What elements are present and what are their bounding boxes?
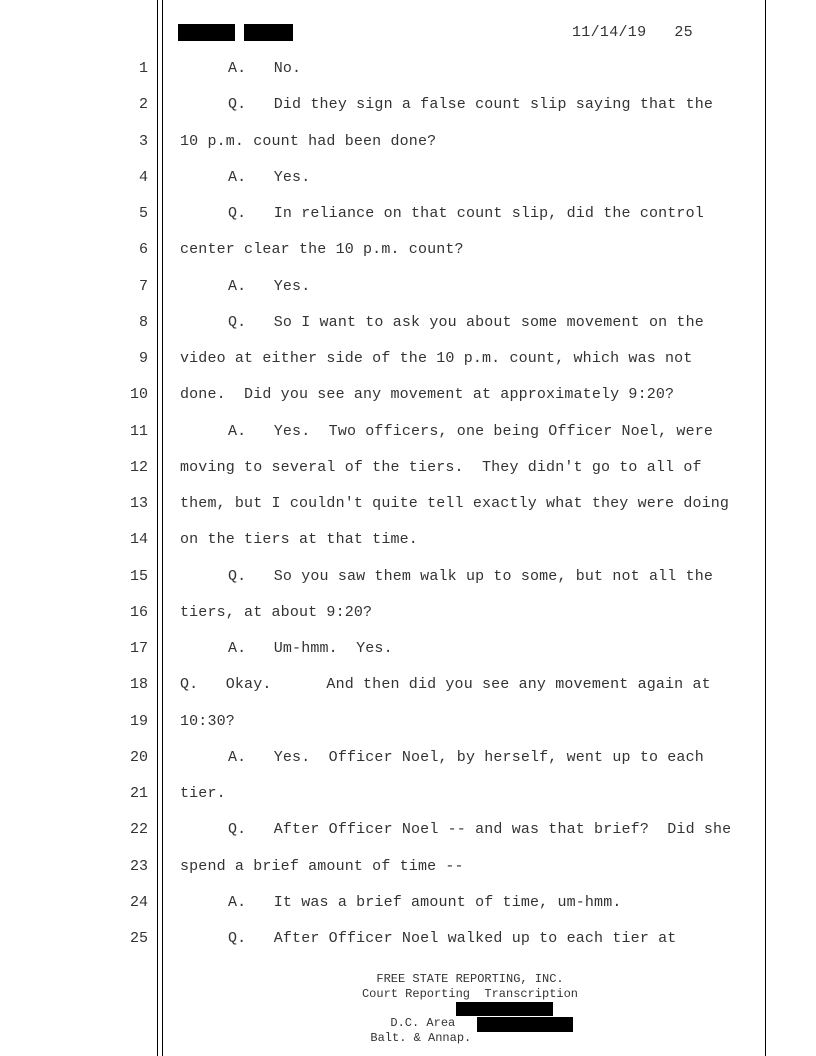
left-margin-rule-outer — [157, 0, 158, 1056]
line-number: 20 — [129, 749, 148, 766]
footer-balt-label: Balt. & Annap. — [370, 1031, 472, 1045]
transcript-line: 10 p.m. count had been done? — [180, 133, 437, 150]
transcript-line: done. Did you see any movement at approximately 9:20? — [180, 386, 675, 403]
line-number: 11 — [129, 423, 148, 440]
line-number: 22 — [129, 821, 148, 838]
line-number: 23 — [129, 858, 148, 875]
line-number: 3 — [138, 133, 148, 150]
line-number: 21 — [129, 785, 148, 802]
redacted-case-name-2 — [244, 24, 293, 41]
line-number: 18 — [129, 676, 148, 693]
line-number: 15 — [129, 568, 148, 585]
line-number: 7 — [138, 278, 148, 295]
transcript-line: A. It was a brief amount of time, um-hmm. — [228, 894, 622, 911]
header-date: 11/14/19 — [572, 24, 647, 41]
line-number: 6 — [138, 241, 148, 258]
line-number: 24 — [129, 894, 148, 911]
transcript-line: spend a brief amount of time -- — [180, 858, 464, 875]
footer-balt-area — [356, 1017, 471, 1045]
transcript-line: moving to several of the tiers. They didn't go to all of — [180, 459, 702, 476]
line-number: 5 — [138, 205, 148, 222]
transcript-line: on the tiers at that time. — [180, 531, 418, 548]
transcript-line: 10:30? — [180, 713, 235, 730]
line-number: 2 — [138, 96, 148, 113]
line-number: 14 — [129, 531, 148, 548]
transcript-line: center clear the 10 p.m. count? — [180, 241, 464, 258]
transcript-line: A. Yes. Officer Noel, by herself, went up to each — [228, 749, 704, 766]
line-number: 1 — [138, 60, 148, 77]
transcript-line: Q. Did they sign a false count slip saying that the — [228, 96, 714, 113]
transcript-line: video at either side of the 10 p.m. count, which was not — [180, 350, 693, 367]
transcript-line: Q. So you saw them walk up to some, but not all the — [228, 568, 714, 585]
redacted-dc-phone — [456, 1002, 553, 1016]
line-number: 17 — [129, 640, 148, 657]
redacted-case-name-1 — [178, 24, 235, 41]
transcript-line: tier. — [180, 785, 226, 802]
line-number: 10 — [129, 386, 148, 403]
redacted-balt-phone — [477, 1017, 573, 1032]
line-number: 25 — [129, 930, 148, 947]
footer-dc-label: D.C. Area — [390, 1016, 456, 1030]
line-number: 12 — [129, 459, 148, 476]
right-margin-rule — [765, 0, 766, 1056]
transcript-line: A. No. — [228, 60, 302, 77]
line-number: 8 — [138, 314, 148, 331]
left-margin-rule-inner — [162, 0, 163, 1056]
line-number: 16 — [129, 604, 148, 621]
transcript-line: Q. Okay. And then did you see any movement again at — [180, 676, 711, 693]
transcript-line: Q. In reliance on that count slip, did the control — [228, 205, 704, 222]
transcript-line: A. Yes. — [228, 169, 311, 186]
transcript-line: Q. After Officer Noel walked up to each tier at — [228, 930, 677, 947]
line-number: 13 — [129, 495, 148, 512]
transcript-line: Q. After Officer Noel -- and was that brief? Did she — [228, 821, 732, 838]
transcript-line: A. Yes. Two officers, one being Officer Noel, were — [228, 423, 714, 440]
footer-company: FREE STATE REPORTING, INC. — [376, 972, 564, 986]
transcript-line: A. Um-hmm. Yes. — [228, 640, 393, 657]
transcript-line: Q. So I want to ask you about some movement on the — [228, 314, 704, 331]
transcript-line: them, but I couldn't quite tell exactly what they were doing — [180, 495, 730, 512]
transcript-line: tiers, at about 9:20? — [180, 604, 373, 621]
footer-services: Court Reporting Transcription — [361, 987, 579, 1001]
line-number: 4 — [138, 169, 148, 186]
page-number: 25 — [674, 24, 693, 41]
line-number: 9 — [138, 350, 148, 367]
page-header — [572, 24, 693, 41]
line-number: 19 — [129, 713, 148, 730]
transcript-line: A. Yes. — [228, 278, 311, 295]
